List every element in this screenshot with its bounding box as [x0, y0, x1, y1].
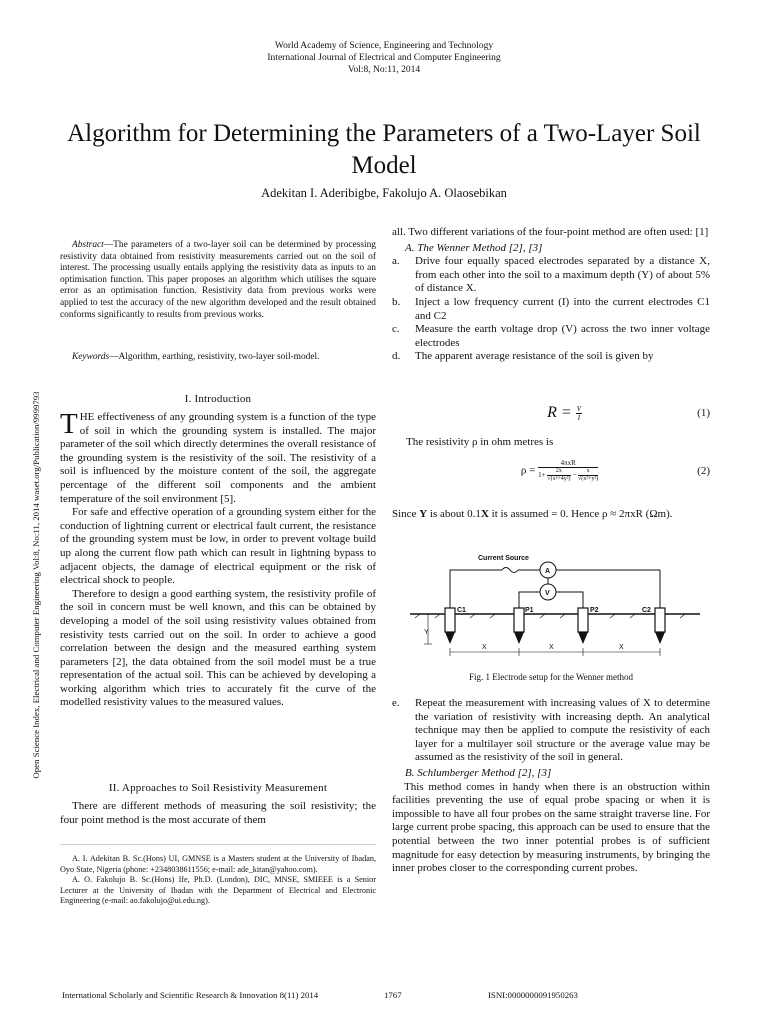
schlumberger-paragraph: This method comes in handy when there is an obstruction within facilities preventing the use of equal probe spacing or when it is impossible to have all four probes on the same straight traverse line. For large current probe spacing, this approach can be used to ensure that the potential between the two inner potential probes is of sufficient magnitude for easy detection by measuring instruments, by bringing the inner probes closer to the corresponding current probes. [392, 780, 711, 875]
equation-1 [392, 404, 710, 422]
list-marker-e: e. [392, 697, 400, 709]
current-source-label: Current Source [478, 555, 529, 562]
since-text-x: X [480, 508, 489, 520]
keywords [60, 352, 376, 364]
equation-2-den-one: 1+ [538, 471, 546, 480]
footnote-separator [60, 844, 376, 845]
equation-1-number: (1) [697, 407, 710, 419]
spacing-label-3: X [619, 644, 624, 651]
list-marker-c: c. [392, 323, 400, 336]
side-margin-label: Open Science Index, Electrical and Computer Engineering Vol:8, No:11, 2014 waset.org/Publication/9999793 [31, 391, 41, 779]
side-margin-text [26, 355, 46, 815]
journal-header [0, 40, 768, 76]
footnote-1: A. I. Adekitan B. Sc.(Hons) UI, GMNSE is a Masters student at the University of Ibadan, Oyo State, Nigeria (phone: +2348038611556; e-mail: ade_kitan@yahoo.com). [60, 854, 376, 874]
footnotes [60, 854, 376, 907]
right-column-top [392, 226, 710, 364]
header-line-2: International Journal of Electrical and Computer Engineering [267, 53, 501, 63]
electrode-c1-tip [445, 632, 455, 644]
since-text-e: it is assumed = 0. Hence ρ ≈ 2πxR (Ωm). [488, 508, 673, 520]
wenner-figure [410, 548, 700, 668]
equation-2 [392, 459, 710, 483]
approaches-paragraph: There are different methods of measuring the soil resistivity; the four point method is the most accurate of them [60, 800, 376, 826]
electrode-p2-label: P2 [590, 607, 599, 614]
intro-paragraph-1 [60, 408, 376, 506]
electrode-p2-tip [578, 632, 588, 644]
list-item-b [392, 296, 710, 323]
subheading-wenner: A. The Wenner Method [2], [3] [405, 241, 543, 254]
intro-paragraph-1-text: HE effectiveness of any grounding system is a function of the type of soil in which the grounding system is installed. The major parameter of the soil which directly determines the overall resistance of the grounding system is the resistivity of the soil. The resistivity of a soil is influenced by the moisture content of the soil, the aggregate percentage of the different soil components and the ambient temperature of the soil environment [5]. [60, 411, 376, 505]
electrode-p2 [578, 608, 588, 632]
since-text-y: Y [419, 508, 428, 520]
since-text-a: Since [392, 508, 420, 520]
header-line-3: Vol:8, No:11, 2014 [347, 65, 421, 75]
abstract-label: Abstract [72, 240, 104, 250]
equation-1-num: V [576, 404, 582, 413]
equation-2-inner-num-1: 2x [547, 468, 570, 476]
electrode-c2-tip [655, 632, 665, 644]
since-text-c: is about 0.1 [427, 508, 481, 520]
abstract-text: —The parameters of a two-layer soil can be determined by processing resistivity data obtained from resistivity measurements carried out on the soil of interest. The processing usually entails applying the resistivity data as inputs to an optimisation function. This paper proposes an algorithm which utilises the square error as an optimisation function. Resistivity data from previous works were applied to test the accuracy of the new algorithm developed and the result obtained conforms significantly to results from previous works. [60, 240, 376, 320]
keywords-label: Keywords [72, 352, 110, 362]
ammeter-label: A [545, 568, 551, 575]
footer-page-number: 1767 [384, 990, 402, 1000]
since-sentence [392, 508, 710, 522]
list-item-e [392, 697, 710, 765]
electrode-c1-label: C1 [457, 607, 466, 614]
subheading-schlumberger: B. Schlumberger Method [2], [3] [405, 766, 552, 779]
equation-2-inner-num-2: x [578, 468, 598, 476]
footer-journal: International Scholarly and Scientific Research & Innovation 8(11) 2014 [62, 990, 319, 1000]
electrode-p1-label: P1 [525, 607, 534, 614]
equation-2-inner-den-2: √(x²+y²) [578, 476, 599, 482]
electrode-c2-label: C2 [642, 607, 651, 614]
list-text-e: Repeat the measurement with increasing values of X to determine the variation of resistivity with increasing depth. An analytical technique may then be applied to compute the resistivity of each layer for a multilayer soil structure or the average value may be assumed as the resistivity of the soil in general. [415, 697, 710, 764]
equation-2-lhs: ρ = [520, 464, 539, 477]
equation-2-inner-den-1: √(x²+4y²) [547, 476, 571, 482]
equation-1-body [392, 404, 697, 422]
list-marker-b: b. [392, 295, 401, 308]
electrode-c2 [655, 608, 665, 632]
equation-2-minus: − [572, 471, 577, 480]
list-text-d: The apparent average resistance of the soil is given by [415, 350, 654, 363]
section-heading-approaches: II. Approaches to Soil Resistivity Measurement [108, 782, 328, 794]
spacing-label-1: X [482, 644, 487, 651]
equation-2-body [392, 459, 697, 483]
equation-2-number: (2) [697, 465, 710, 477]
electrode-c1 [445, 608, 455, 632]
equation-1-den: I [577, 413, 581, 422]
voltmeter-label: V [545, 590, 550, 597]
section-heading-intro: I. Introduction [184, 393, 252, 405]
list-item-a [392, 255, 710, 296]
abstract [60, 240, 376, 321]
equation-1-lhs: R = [547, 404, 576, 421]
keywords-text: —Algorithm, earthing, resistivity, two-layer soil-model. [109, 352, 320, 362]
depth-label: Y [424, 629, 429, 636]
list-item-c [392, 323, 710, 350]
list-marker-a: a. [392, 255, 400, 268]
footer-isni: ISNI:0000000091950263 [488, 990, 578, 1000]
list-marker-d: d. [392, 350, 401, 363]
drop-cap: T [60, 408, 78, 440]
header-line-1: World Academy of Science, Engineering and Technology [274, 41, 494, 51]
electrode-p1 [514, 608, 524, 632]
list-text-c: Measure the earth voltage drop (V) across the two inner voltage electrodes [415, 323, 710, 349]
right-column-bottom [392, 697, 710, 876]
resistivity-sentence: The resistivity ρ in ohm metres is [406, 436, 554, 448]
paper-title: Algorithm for Determining the Parameters of a Two-Layer Soil Model [67, 120, 701, 179]
intro-body [60, 408, 376, 710]
continued-paragraph: all. Two different variations of the four-point method are often used: [1] [392, 226, 709, 238]
electrode-p1-tip [514, 632, 524, 644]
list-item-d [392, 350, 710, 364]
author-list: Adekitan I. Aderibigbe, Fakolujo A. Olaosebikan [261, 186, 507, 200]
figure-caption: Fig. 1 Electrode setup for the Wenner method [468, 672, 634, 682]
list-text-b: Inject a low frequency current (I) into the current electrodes C1 and C2 [415, 295, 710, 322]
intro-paragraph-3: Therefore to design a good earthing system, the resistivity profile of the soil in concern must be well known, and this can be obtained by developing a model of the soil using resistivity values obtained from resistivity tests carried out on the soil. In order to achieve a good correlation between the design and the measured earthing system parameters [2], the data obtained from the soil model must be a true representation of the actual soil. This can be achieved by developing a working algorithm which tries to accurately fit the curve of the modelled resistivity values to the measured values. [60, 587, 376, 709]
spacing-label-2: X [549, 644, 554, 651]
list-text-a: Drive four equally spaced electrodes separated by a distance X, from each other into the soil to a maximum depth (Y) of about 5% of distance X. [415, 255, 710, 295]
footnote-2: A. O. Fakolujo B. Sc.(Hons) Ife, Ph.D. (London), DIC, MNSE, SMIEEE is a Senior Lecturer at the University of Ibadan with the Department of Electrical and Electronic Engineering (e-mail: ao.fakolujo@ui.edu.ng). [60, 875, 376, 905]
intro-paragraph-2: For safe and effective operation of a grounding system either for the conduction of lightning current or electrical fault current, the resistance of the grounding system must be low, in order to prevent voltage build up along the current flow path which can result in lightning bypass to adjacent objects, the damage of electrical equipment or the risk of electrical shock to people. [60, 506, 376, 587]
equation-2-num: 4πxR [538, 459, 598, 468]
